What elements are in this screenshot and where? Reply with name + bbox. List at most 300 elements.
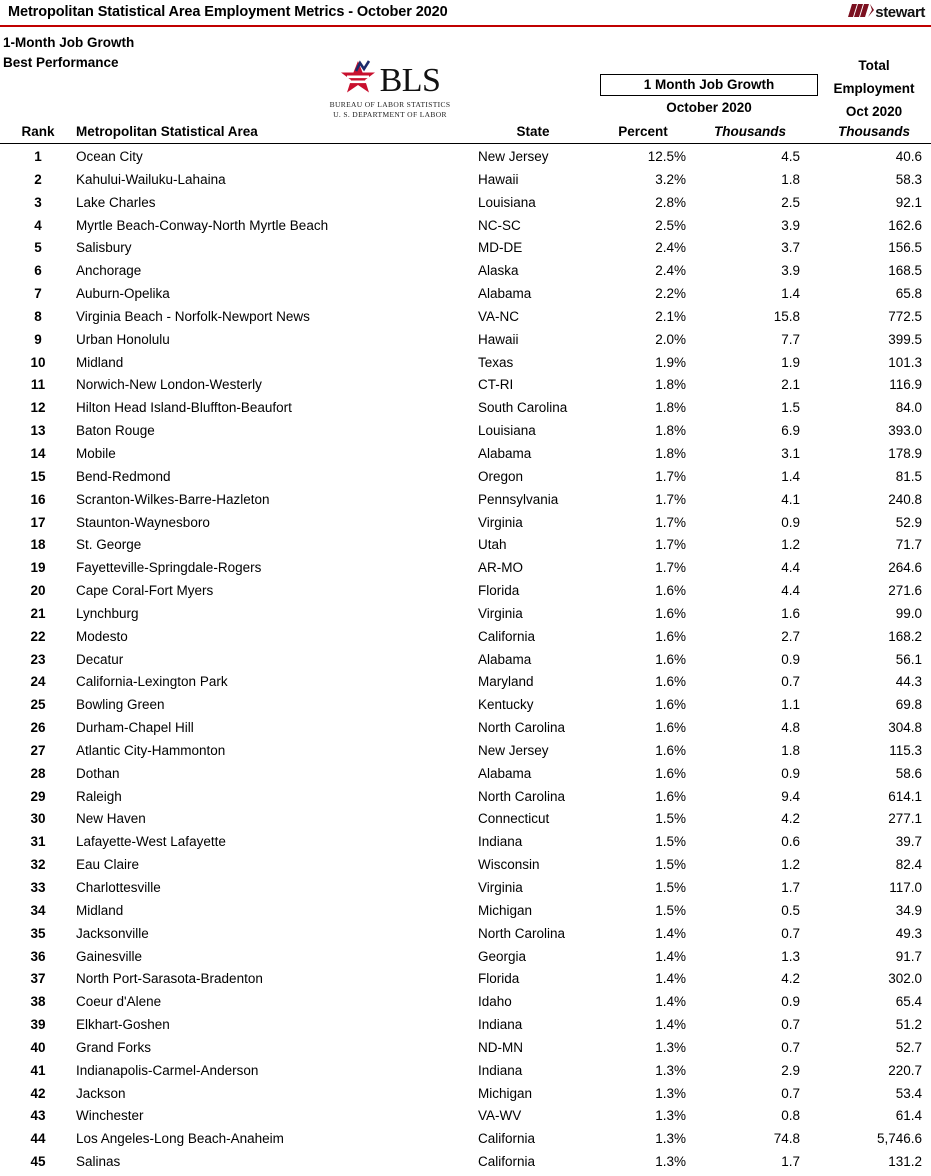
- state-cell: North Carolina: [478, 925, 566, 941]
- msa-cell: Norwich-New London-Westerly: [76, 377, 262, 393]
- rank-cell: 20: [30, 583, 46, 599]
- subheading-line-2: Best Performance: [3, 55, 119, 70]
- state-cell: Virginia: [478, 514, 523, 530]
- thousands-cell: 3.1: [781, 445, 800, 461]
- thousands-cell: 15.8: [773, 308, 800, 324]
- rank-cell: 19: [30, 560, 46, 576]
- header-divider-rule: [0, 143, 931, 144]
- msa-cell: Fayetteville-Springdale-Rogers: [76, 560, 262, 576]
- thousands-cell: 1.3: [781, 948, 800, 964]
- percent-cell: 1.6%: [655, 583, 686, 599]
- rank-cell: 33: [30, 880, 46, 895]
- rank-cell: 29: [30, 788, 46, 804]
- total-employment-cell: 240.8: [888, 491, 922, 507]
- state-cell: Indiana: [478, 1062, 523, 1078]
- rank-cell: 17: [30, 514, 46, 530]
- rank-cell: 1: [34, 149, 42, 164]
- table-row: [0, 398, 931, 421]
- thousands-cell: 1.6: [781, 605, 800, 621]
- percent-cell: 3.2%: [655, 171, 686, 187]
- total-employment-cell: 117.0: [889, 880, 922, 895]
- brand-name: stewart: [875, 3, 925, 21]
- msa-cell: Durham-Chapel Hill: [76, 720, 194, 736]
- msa-cell: Raleigh: [76, 788, 122, 804]
- bls-seal-logo: [325, 62, 455, 120]
- rank-cell: 32: [30, 857, 46, 873]
- rank-cell: 12: [30, 400, 46, 416]
- table-row: [0, 604, 931, 627]
- percent-cell: 1.6%: [655, 765, 686, 781]
- rank-cell: 31: [30, 834, 46, 850]
- table-row: [0, 741, 931, 764]
- total-employment-cell: 614.1: [888, 788, 922, 804]
- total-employment-cell: 168.5: [888, 263, 922, 279]
- total-employment-line-2: Employment: [833, 81, 915, 96]
- msa-cell: North Port-Sarasota-Bradenton: [76, 971, 263, 987]
- percent-cell: 1.5%: [655, 902, 686, 918]
- thousands-cell: 2.5: [781, 194, 800, 210]
- msa-cell: Indianapolis-Carmel-Anderson: [76, 1062, 259, 1078]
- thousands-cell: 2.7: [781, 628, 800, 644]
- table-row: [0, 809, 931, 832]
- total-employment-cell: 264.6: [888, 560, 922, 576]
- state-cell: North Carolina: [478, 720, 566, 736]
- percent-cell: 1.4%: [655, 971, 686, 987]
- msa-cell: California-Lexington Park: [76, 674, 228, 690]
- msa-cell: Ocean City: [76, 149, 143, 164]
- total-employment-cell: 52.9: [895, 514, 922, 530]
- state-cell: Michigan: [478, 1085, 533, 1101]
- state-cell: Florida: [478, 971, 520, 987]
- msa-cell: Winchester: [76, 1108, 144, 1124]
- state-cell: VA-WV: [478, 1108, 522, 1124]
- total-employment-cell: 81.5: [895, 468, 922, 484]
- table-row: [0, 695, 931, 718]
- total-employment-cell: 69.8: [895, 697, 922, 713]
- thousands-cell: 3.9: [781, 217, 800, 233]
- msa-cell: Gainesville: [76, 948, 143, 964]
- column-header-state: State: [516, 124, 550, 139]
- table-row: [0, 353, 931, 376]
- bls-wordmark: BLS: [379, 62, 441, 99]
- thousands-cell: 4.4: [781, 560, 800, 576]
- rank-cell: 15: [30, 468, 46, 484]
- percent-cell: 2.2%: [655, 286, 686, 302]
- thousands-cell: 1.4: [781, 286, 800, 302]
- thousands-cell: 9.4: [781, 788, 800, 804]
- thousands-cell: 4.4: [781, 583, 800, 599]
- total-employment-cell: 91.7: [895, 948, 922, 964]
- rank-cell: 45: [30, 1154, 46, 1170]
- rank-cell: 13: [30, 423, 46, 439]
- msa-cell: Dothan: [76, 765, 120, 781]
- percent-cell: 1.7%: [655, 491, 686, 507]
- rank-cell: 6: [34, 263, 42, 279]
- table-row: [0, 284, 931, 307]
- msa-cell: Jacksonville: [76, 925, 149, 941]
- rank-cell: 23: [30, 651, 46, 667]
- rank-cell: 41: [30, 1062, 46, 1078]
- state-cell: Virginia: [478, 880, 523, 895]
- rank-cell: 16: [30, 491, 46, 507]
- total-employment-cell: 61.4: [895, 1108, 922, 1124]
- table-row: [0, 764, 931, 787]
- subheading-line-1: 1-Month Job Growth: [3, 35, 135, 50]
- total-employment-cell: 49.3: [895, 925, 922, 941]
- thousands-cell: 0.7: [781, 1085, 800, 1101]
- total-employment-cell: 92.1: [895, 194, 922, 210]
- table-row: [0, 170, 931, 193]
- thousands-cell: 1.9: [781, 354, 800, 370]
- thousands-cell: 2.1: [781, 377, 800, 393]
- msa-cell: Bowling Green: [76, 697, 165, 713]
- msa-cell: Scranton-Wilkes-Barre-Hazleton: [76, 491, 270, 507]
- thousands-cell: 0.9: [781, 514, 800, 530]
- thousands-cell: 4.8: [781, 720, 800, 736]
- msa-cell: Grand Forks: [76, 1039, 152, 1055]
- rank-cell: 44: [30, 1131, 46, 1147]
- total-employment-cell: 5,746.6: [876, 1131, 922, 1147]
- table-row: [0, 307, 931, 330]
- table-row: [0, 992, 931, 1015]
- state-cell: North Carolina: [478, 788, 566, 804]
- percent-cell: 1.3%: [655, 1062, 686, 1078]
- total-employment-cell: 302.0: [888, 971, 922, 987]
- percent-cell: 1.4%: [655, 994, 686, 1010]
- msa-cell: Mobile: [76, 445, 116, 461]
- total-employment-cell: 116.9: [889, 377, 922, 393]
- total-employment-cell: 52.7: [895, 1039, 922, 1055]
- job-growth-group-header: 1 Month Job Growth: [600, 74, 818, 96]
- msa-cell: Coeur d'Alene: [76, 994, 162, 1010]
- percent-cell: 1.5%: [655, 857, 686, 873]
- msa-cell: Jackson: [76, 1085, 126, 1101]
- total-employment-cell: 58.6: [895, 765, 922, 781]
- state-cell: California: [478, 1131, 536, 1147]
- table-row: [0, 421, 931, 444]
- state-cell: VA-NC: [478, 308, 520, 324]
- total-employment-cell: 162.6: [888, 217, 922, 233]
- percent-cell: 1.6%: [655, 788, 686, 804]
- msa-cell: Decatur: [76, 651, 124, 667]
- report-subheading: [3, 33, 134, 73]
- thousands-cell: 0.9: [781, 765, 800, 781]
- state-cell: Alabama: [478, 651, 532, 667]
- table-row: [0, 1038, 931, 1061]
- percent-cell: 12.5%: [647, 149, 686, 164]
- msa-cell: Los Angeles-Long Beach-Anaheim: [76, 1131, 284, 1147]
- slashes-icon: [848, 3, 874, 22]
- column-header-msa: Metropolitan Statistical Area: [76, 124, 258, 139]
- rank-cell: 4: [34, 217, 42, 233]
- state-cell: CT-RI: [478, 377, 514, 393]
- percent-cell: 1.8%: [655, 423, 686, 439]
- msa-cell: Elkhart-Goshen: [76, 1017, 170, 1033]
- state-cell: South Carolina: [478, 400, 568, 416]
- total-employment-cell: 393.0: [888, 423, 922, 439]
- table-row: [0, 901, 931, 924]
- rank-cell: 42: [30, 1085, 46, 1101]
- percent-cell: 2.1%: [655, 308, 686, 324]
- percent-cell: 2.0%: [655, 331, 686, 347]
- table-row: [0, 1061, 931, 1084]
- thousands-cell: 0.7: [781, 1039, 800, 1055]
- table-row: [0, 535, 931, 558]
- total-employment-group-header: [820, 54, 928, 123]
- total-employment-cell: 131.2: [888, 1154, 922, 1170]
- percent-cell: 1.6%: [655, 605, 686, 621]
- percent-cell: 1.3%: [655, 1131, 686, 1147]
- percent-cell: 1.3%: [655, 1108, 686, 1124]
- rank-cell: 40: [30, 1039, 46, 1055]
- thousands-cell: 1.7: [781, 1154, 800, 1170]
- rank-cell: 38: [30, 994, 46, 1010]
- thousands-cell: 0.7: [781, 925, 800, 941]
- rank-cell: 24: [30, 674, 46, 690]
- percent-cell: 1.7%: [655, 468, 686, 484]
- total-employment-cell: 44.3: [895, 674, 922, 690]
- state-cell: Idaho: [478, 994, 512, 1010]
- state-cell: MD-DE: [478, 240, 523, 256]
- total-employment-cell: 65.4: [895, 994, 922, 1010]
- rank-cell: 28: [30, 765, 46, 781]
- table-row: [0, 147, 931, 170]
- table-row: [0, 581, 931, 604]
- state-cell: Pennsylvania: [478, 491, 559, 507]
- state-cell: Virginia: [478, 605, 523, 621]
- column-header-total-thousands: Thousands: [837, 124, 910, 139]
- total-employment-cell: 34.9: [895, 902, 922, 918]
- thousands-cell: 0.9: [781, 994, 800, 1010]
- msa-cell: Urban Honolulu: [76, 331, 170, 347]
- thousands-cell: 2.9: [781, 1062, 800, 1078]
- thousands-cell: 1.8: [781, 171, 800, 187]
- table-row: [0, 878, 931, 901]
- percent-cell: 1.4%: [655, 925, 686, 941]
- msa-cell: Charlottesville: [76, 880, 161, 895]
- rank-cell: 11: [30, 377, 46, 393]
- total-employment-cell: 82.4: [895, 857, 922, 873]
- column-header-percent: Percent: [618, 124, 668, 139]
- percent-cell: 2.4%: [655, 240, 686, 256]
- state-cell: Indiana: [478, 834, 523, 850]
- thousands-cell: 4.5: [781, 149, 800, 164]
- state-cell: Alabama: [478, 286, 532, 302]
- table-row: [0, 1106, 931, 1129]
- rank-cell: 39: [30, 1017, 46, 1033]
- table-row: [0, 1084, 931, 1107]
- table-row: [0, 947, 931, 970]
- msa-cell: Midland: [76, 902, 124, 918]
- table-row: [0, 969, 931, 992]
- msa-cell: Myrtle Beach-Conway-North Myrtle Beach: [76, 217, 329, 233]
- rank-cell: 37: [30, 971, 46, 987]
- rank-cell: 22: [30, 628, 46, 644]
- total-employment-cell: 115.3: [889, 742, 922, 758]
- total-employment-cell: 84.0: [895, 400, 922, 416]
- thousands-cell: 1.8: [781, 742, 800, 758]
- table-row: [0, 787, 931, 810]
- state-cell: New Jersey: [478, 149, 549, 164]
- state-cell: California: [478, 1154, 536, 1170]
- state-cell: Louisiana: [478, 423, 536, 439]
- state-cell: Hawaii: [478, 331, 519, 347]
- msa-cell: Anchorage: [76, 263, 142, 279]
- table-row: [0, 330, 931, 353]
- thousands-cell: 0.6: [781, 834, 800, 850]
- bls-subtitle-line-1: BUREAU OF LABOR STATISTICS: [329, 100, 451, 109]
- thousands-cell: 1.2: [781, 537, 800, 553]
- thousands-cell: 3.7: [781, 240, 800, 256]
- state-cell: Kentucky: [478, 697, 534, 713]
- total-employment-cell: 101.3: [888, 354, 922, 370]
- table-row: [0, 261, 931, 284]
- rank-cell: 10: [30, 354, 46, 370]
- percent-cell: 1.9%: [655, 354, 686, 370]
- percent-cell: 1.6%: [655, 628, 686, 644]
- total-employment-cell: 71.7: [895, 537, 922, 553]
- msa-cell: Kahului-Wailuku-Lahaina: [76, 171, 226, 187]
- percent-cell: 1.8%: [655, 400, 686, 416]
- total-employment-line-3: Oct 2020: [845, 104, 903, 119]
- total-employment-cell: 65.8: [895, 286, 922, 302]
- thousands-cell: 4.2: [781, 811, 800, 827]
- table-row: [0, 672, 931, 695]
- state-cell: Oregon: [478, 468, 524, 484]
- percent-cell: 1.3%: [655, 1085, 686, 1101]
- msa-cell: Eau Claire: [76, 857, 140, 873]
- msa-cell: Bend-Redmond: [76, 468, 171, 484]
- percent-cell: 2.8%: [655, 194, 686, 210]
- rank-cell: 21: [30, 605, 46, 621]
- table-row: [0, 650, 931, 673]
- msa-cell: Hilton Head Island-Bluffton-Beaufort: [76, 400, 292, 416]
- column-header-rank: Rank: [21, 124, 55, 139]
- bls-subtitle-line-2: U. S. DEPARTMENT OF LABOR: [333, 110, 447, 119]
- thousands-cell: 1.5: [781, 400, 800, 416]
- table-row: [0, 193, 931, 216]
- total-employment-cell: 277.1: [888, 811, 922, 827]
- state-cell: ND-MN: [478, 1039, 523, 1055]
- percent-cell: 2.4%: [655, 263, 686, 279]
- state-cell: Maryland: [478, 674, 534, 690]
- msa-cell: Lafayette-West Lafayette: [76, 834, 226, 850]
- msa-cell: Midland: [76, 354, 124, 370]
- column-header-thousands: Thousands: [713, 124, 786, 139]
- total-employment-cell: 220.7: [888, 1062, 922, 1078]
- total-employment-cell: 156.5: [888, 240, 922, 256]
- rank-cell: 2: [34, 171, 42, 187]
- total-employment-cell: 271.6: [888, 583, 922, 599]
- msa-cell: Lake Charles: [76, 194, 156, 210]
- table-row: [0, 1015, 931, 1038]
- table-row: [0, 490, 931, 513]
- msa-cell: Baton Rouge: [76, 423, 155, 439]
- thousands-cell: 7.7: [781, 331, 800, 347]
- table-row: [0, 444, 931, 467]
- percent-cell: 1.6%: [655, 651, 686, 667]
- state-cell: Connecticut: [478, 811, 550, 827]
- msa-cell: Staunton-Waynesboro: [76, 514, 210, 530]
- rank-cell: 18: [30, 537, 46, 553]
- state-cell: Wisconsin: [478, 857, 540, 873]
- rank-cell: 43: [30, 1108, 46, 1124]
- table-row: [0, 832, 931, 855]
- state-cell: NC-SC: [478, 217, 521, 233]
- rank-cell: 36: [30, 948, 46, 964]
- total-employment-cell: 39.7: [895, 834, 922, 850]
- percent-cell: 1.6%: [655, 720, 686, 736]
- thousands-cell: 1.7: [781, 880, 800, 895]
- thousands-cell: 0.7: [781, 1017, 800, 1033]
- thousands-cell: 0.9: [781, 651, 800, 667]
- total-employment-cell: 178.9: [888, 445, 922, 461]
- thousands-cell: 1.4: [781, 468, 800, 484]
- msa-cell: Atlantic City-Hammonton: [76, 742, 226, 758]
- rank-cell: 25: [30, 697, 46, 713]
- thousands-cell: 3.9: [781, 263, 800, 279]
- rank-cell: 35: [30, 925, 46, 941]
- msa-cell: Virginia Beach - Norfolk-Newport News: [76, 308, 310, 324]
- percent-cell: 1.3%: [655, 1039, 686, 1055]
- state-cell: Indiana: [478, 1017, 523, 1033]
- page-title: Metropolitan Statistical Area Employment Metrics - October 2020: [8, 4, 448, 20]
- table-row: [0, 1152, 931, 1175]
- percent-cell: 1.6%: [655, 697, 686, 713]
- thousands-cell: 6.9: [781, 423, 800, 439]
- rank-cell: 14: [30, 445, 46, 461]
- rank-cell: 8: [34, 308, 42, 324]
- table-row: [0, 216, 931, 239]
- rank-cell: 34: [30, 902, 46, 918]
- stewart-brand-logo: [848, 2, 925, 22]
- job-growth-period-label: October 2020: [666, 100, 752, 115]
- percent-cell: 1.7%: [655, 560, 686, 576]
- rank-cell: 3: [34, 194, 42, 210]
- msa-cell: Salisbury: [76, 240, 132, 256]
- total-employment-cell: 56.1: [895, 651, 922, 667]
- msa-cell: Modesto: [76, 628, 128, 644]
- percent-cell: 1.5%: [655, 880, 686, 895]
- total-employment-line-1: Total: [858, 58, 890, 73]
- percent-cell: 1.8%: [655, 377, 686, 393]
- percent-cell: 1.7%: [655, 537, 686, 553]
- rank-cell: 26: [30, 720, 46, 736]
- thousands-cell: 0.7: [781, 674, 800, 690]
- thousands-cell: 74.8: [773, 1131, 800, 1147]
- rank-cell: 9: [34, 331, 42, 347]
- state-cell: Alaska: [478, 263, 519, 279]
- state-cell: Louisiana: [478, 194, 536, 210]
- table-row: [0, 513, 931, 536]
- total-employment-cell: 304.8: [888, 720, 922, 736]
- state-cell: Alabama: [478, 765, 532, 781]
- state-cell: Utah: [478, 537, 507, 553]
- state-cell: Texas: [478, 354, 514, 370]
- table-row: [0, 627, 931, 650]
- msa-cell: Auburn-Opelika: [76, 286, 170, 302]
- state-cell: Hawaii: [478, 171, 519, 187]
- top-banner: [0, 0, 931, 27]
- percent-cell: 1.8%: [655, 445, 686, 461]
- percent-cell: 1.5%: [655, 811, 686, 827]
- state-cell: Georgia: [478, 948, 527, 964]
- table-row: [0, 375, 931, 398]
- rank-cell: 5: [34, 240, 42, 256]
- state-cell: Michigan: [478, 902, 533, 918]
- rank-cell: 27: [30, 742, 46, 758]
- bls-star-icon: [340, 60, 376, 103]
